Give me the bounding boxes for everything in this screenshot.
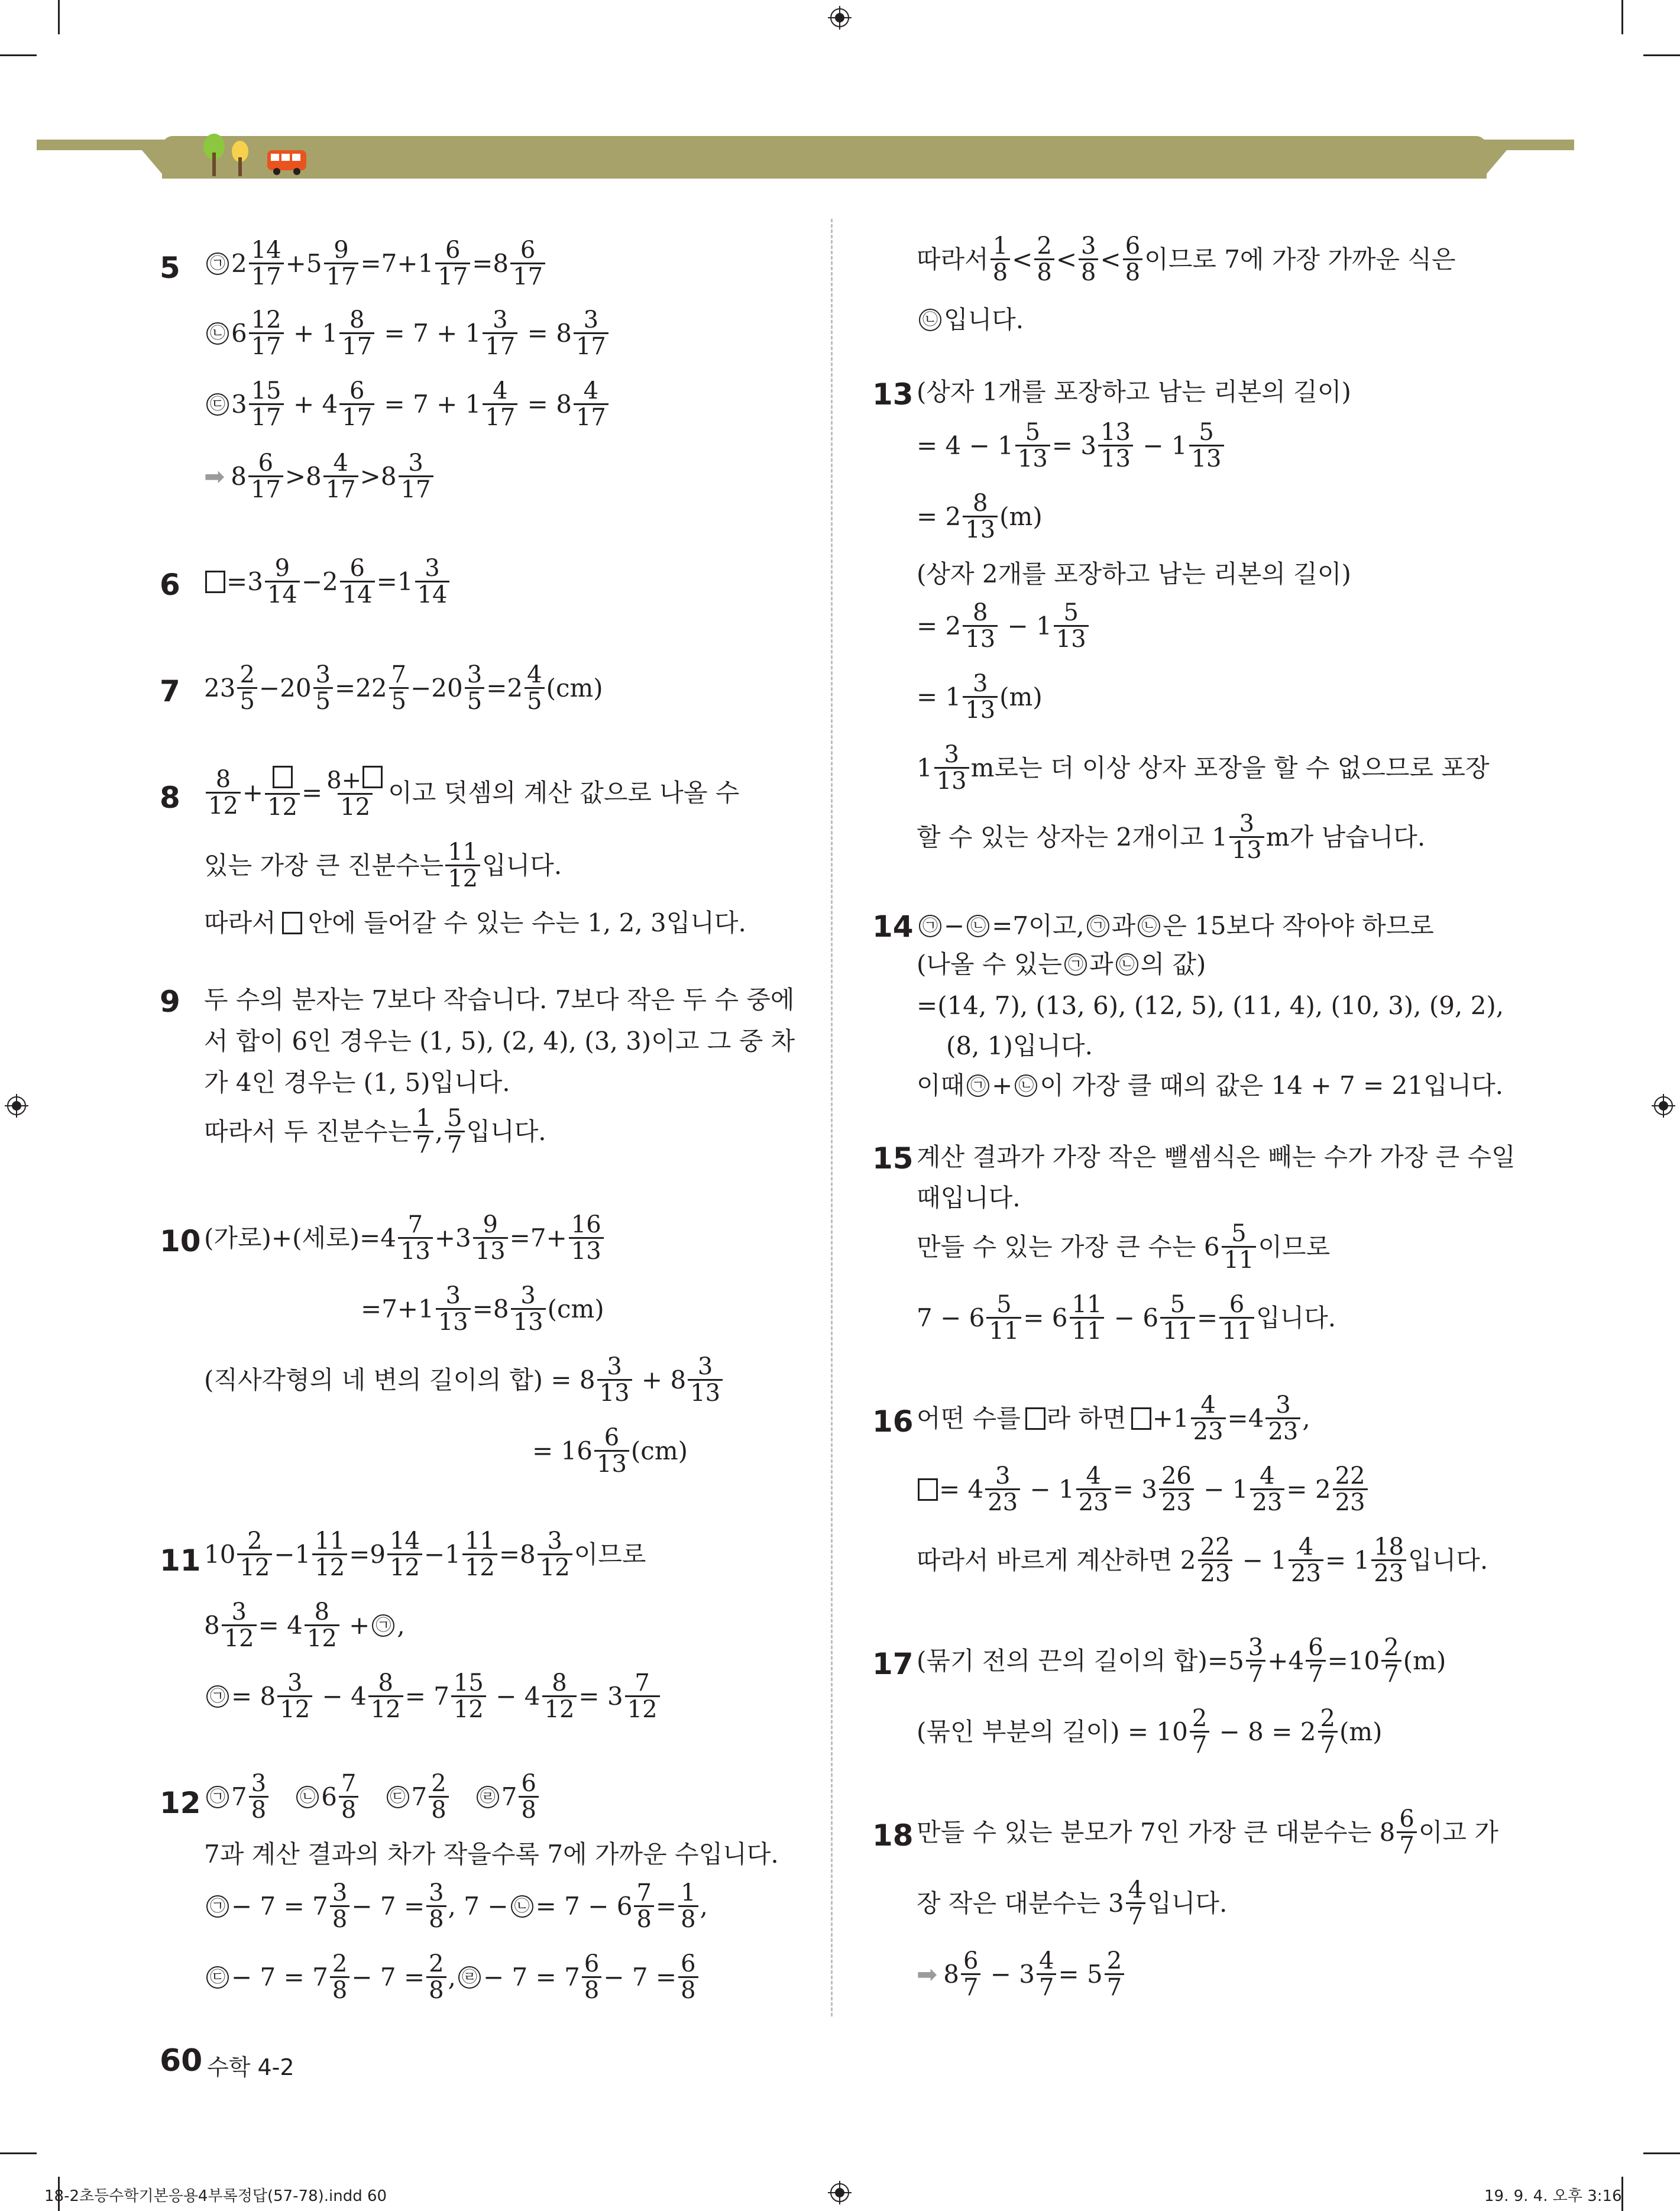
crop-mark [1643, 2152, 1680, 2154]
circled-label: ㉡ [296, 1786, 319, 1808]
solution-line: 10 2 12 −1 $\frac{11}{12}$ =9 14 12 −1 $\frac{11}{12}$ =8 3 12 이므로 [204, 1527, 646, 1581]
solution-line: ㉠ = 8 3 12 − 4 $\frac{8}{12}$ = 7 15 12 − 4 $\frac{8}{12}$ = 3 7 12 [204, 1671, 662, 1722]
solution-line: (나올 수 있는 ㉠ 과 ㉡ 의 값) [917, 950, 1206, 979]
solution-text: 가 4인 경우는 (1, 5)입니다. [204, 1068, 510, 1097]
circled-label: ㉡ [919, 309, 941, 331]
solution-line: ㉢ 3 15 17 + 4 $\frac{6}{17}$ = 7 + 1 $\frac{4}{17}$ = 8 4 17 [204, 378, 610, 430]
circled-label: ㉠ [1064, 953, 1087, 976]
solution-line: = 1 3 13 (m) [917, 670, 1043, 724]
circled-label: ㉡ [511, 1895, 533, 1918]
solution-line: ㉡ 6 12 17 + 1 $\frac{8}{17}$ = 7 + 1 $\frac{3}{17}$ = 8 3 17 [204, 307, 610, 359]
solution-text: 서 합이 6인 경우는 (1, 5), (2, 4), (3, 3)이고 그 중 차 [204, 1027, 795, 1056]
solution-text: (8, 1)입니다. [946, 1031, 1093, 1060]
header-bar-end [142, 150, 162, 174]
registration-mark-icon [1652, 1094, 1675, 1118]
solution-line: (가로)+(세로)=4 7 13 +3 $\frac{9}{13}$ =7+ $\frac{16}{13}$ [204, 1212, 606, 1264]
solution-line: 있는 가장 큰 진분수는 11 12 입니다. [204, 839, 562, 892]
solution-line: 어떤 수를 라 하면 +1 $\frac{4}{23}$ =4 3 23 , [917, 1391, 1310, 1445]
registration-mark-icon [828, 6, 852, 30]
circled-label: ㉣ [458, 1966, 481, 1989]
problem-number: 17 [872, 1647, 914, 1681]
solution-text: (상자 1개를 포장하고 남는 리본의 길이) [917, 377, 1351, 406]
solution-line: =7+1 $\frac{3}{13}$ =8 3 13 (cm) [361, 1282, 604, 1336]
solution-line: = 4 3 23 − 1 $\frac{4}{23}$ = 3 26 23 − 1 $\frac{4}{23}$ = 2 22 23 [917, 1464, 1370, 1515]
problem-number: 10 [160, 1224, 201, 1258]
tree-icon [198, 131, 257, 179]
solution-line: = 2 8 13 (m) [917, 490, 1043, 543]
solution-line: (직사각형의 네 변의 길이의 합) = 8 3 13 + 8 3 13 [204, 1354, 724, 1406]
crop-mark [1621, 0, 1623, 34]
blank-box-icon [362, 766, 383, 788]
crop-mark [0, 54, 37, 56]
circled-label: ㉢ [387, 1786, 409, 1808]
problem-number: 7 [160, 674, 180, 708]
solution-line: (묶기 전의 끈의 길이의 합)=5 3 7 +4 $\frac{6}{7}$ =10 2 7 (m) [917, 1634, 1446, 1688]
problem-number: 13 [872, 377, 914, 412]
circled-label: ㉠ [206, 1786, 229, 1808]
registration-mark-icon [5, 1094, 28, 1118]
circled-label: ㉡ [206, 322, 229, 345]
circled-label: ㉠ [1087, 915, 1109, 937]
solution-line: 만들 수 있는 분모가 7인 가장 큰 대분수는 8 6 7 이고 가 [917, 1805, 1498, 1859]
solution-line: ㉢ − 7 = 7 2 8 − 7 = $\frac{2}{8}$ , ㉣ − 7 = 7 6 8 − 7 = $\frac{6}{8}$ [204, 1951, 700, 2003]
solution-text: 때입니다. [917, 1183, 1021, 1212]
arrow-icon: ➡ [917, 1959, 938, 1989]
problem-number: 6 [160, 568, 180, 602]
blank-box-icon [273, 766, 293, 788]
column-divider [831, 219, 833, 2016]
problem-number: 11 [160, 1543, 201, 1578]
arrow-icon: ➡ [204, 461, 225, 491]
solution-line: =3 9 14 −2 $\frac{6}{14}$ =1 3 14 [204, 556, 451, 607]
solution-line: ➡ 8 6 17 >8 4 17 >8 3 17 [204, 451, 435, 502]
solution-line: 따라서 1 8 < 2 8 < 3 8 < 6 8 이므로 7에 가장 가까운 식은 [917, 232, 1456, 286]
blank-box-icon [918, 1478, 938, 1501]
blank-box-icon [205, 571, 225, 593]
footer-filename: 18-2초등수학기본응용4부록정답(57-78).indd 60 [44, 2187, 387, 2205]
solution-text: 계산 결과가 가장 작은 뺄셈식은 빼는 수가 가장 큰 수일 [917, 1142, 1516, 1171]
circled-label: ㉡ [1015, 1074, 1037, 1097]
solution-line: 따라서 안에 들어갈 수 있는 수는 1, 2, 3입니다. [204, 908, 746, 937]
solution-line: 만들 수 있는 가장 큰 수는 6 5 11 이므로 [917, 1220, 1331, 1274]
circled-label: ㉠ [206, 1895, 229, 1918]
page-number: 60 [160, 2043, 203, 2079]
problem-number: 9 [160, 985, 180, 1019]
solution-text: =(14, 7), (13, 6), (12, 5), (11, 4), (10, 3), (9, 2), [917, 991, 1504, 1020]
circled-label: ㉢ [206, 1966, 229, 1989]
solution-line: 할 수 있는 상자는 2개이고 1 3 13 m가 남습니다. [917, 810, 1426, 864]
problem-number: 15 [872, 1141, 914, 1176]
header-bar-end [1487, 150, 1507, 174]
circled-label: ㉠ [372, 1614, 394, 1637]
problem-number: 5 [160, 251, 180, 285]
crop-mark [58, 0, 60, 34]
crop-mark [0, 2152, 37, 2154]
blank-box-icon [1025, 1407, 1045, 1430]
circled-label: ㉡ [967, 915, 989, 937]
circled-label: ㉠ [967, 1074, 989, 1097]
circled-label: ㉢ [206, 393, 229, 416]
solution-line: 따라서 바르게 계산하면 2 22 23 − 1 $\frac{4}{23}$ = 1 18 23 입니다. [917, 1533, 1488, 1587]
solution-text: 두 수의 분자는 7보다 작습니다. 7보다 작은 두 수 중에 [204, 985, 795, 1014]
problem-number: 18 [872, 1818, 914, 1853]
circled-label: ㉠ [206, 252, 229, 275]
solution-text: 7과 계산 결과의 차가 작을수록 7에 가까운 수입니다. [204, 1840, 779, 1869]
solution-line: 장 작은 대분수는 3 4 7 입니다. [917, 1876, 1228, 1930]
bus-icon [266, 148, 309, 176]
solution-line: 이때 ㉠ + ㉡ 이 가장 클 때의 값은 14 + 7 = 21입니다. [917, 1071, 1504, 1100]
problem-number: 16 [872, 1404, 914, 1439]
circled-label: ㉡ [1138, 915, 1160, 937]
solution-line: ㉡ 입니다. [917, 307, 1024, 332]
problem-number: 12 [160, 1786, 201, 1820]
circled-label: ㉡ [1116, 953, 1138, 976]
solution-text: (상자 2개를 포장하고 남는 리본의 길이) [917, 559, 1351, 588]
solution-line: ㉠ − ㉡ =7이고, ㉠ 과 ㉡ 은 15보다 작아야 하므로 [917, 914, 1434, 938]
circled-label: ㉠ [919, 915, 941, 937]
blank-box-icon [1131, 1407, 1151, 1430]
circled-label: ㉣ [477, 1786, 499, 1808]
solution-line: = 16 6 13 (cm) [532, 1424, 688, 1478]
footer-timestamp: 19. 9. 4. 오후 3:16 [1484, 2187, 1622, 2205]
solution-line: = 4 − 1 $\frac{5}{13}$ = 3 13 13 − 1 5 13 [917, 420, 1226, 471]
header-tab [162, 136, 1487, 179]
solution-line: 1 3 13 m로는 더 이상 상자 포장을 할 수 없으므로 포장 [917, 741, 1490, 795]
solution-line: 23 2 5 −20 $\frac{3}{5}$ =22 7 5 −20 $\frac{3}{5}$ =2 4 5 (cm) [204, 661, 603, 715]
solution-line: 8 $\frac{3}{12}$ = 4 8 12 + ㉠ , [204, 1598, 405, 1652]
blank-box-icon [282, 912, 302, 934]
circled-label: ㉠ [206, 1685, 229, 1708]
solution-line: = 2 8 13 − 1 5 13 [917, 600, 1090, 652]
page-subject: 수학 4-2 [207, 2054, 294, 2080]
solution-line: 7 − 6 $\frac{5}{11}$ = 6 11 11 − 6 $\frac{5}{11}$ = $\frac{6}{11}$ 입니다. [917, 1291, 1336, 1345]
solution-line: ㉠ 2 14 17 +5 $\frac{9}{17}$ =7+1 $\frac{6}{17}$ =8 6 17 [204, 238, 547, 289]
solution-line: 따라서 두 진분수는 1 7 , 5 7 입니다. [204, 1105, 546, 1158]
problem-number: 14 [872, 909, 914, 944]
registration-mark-icon [828, 2181, 852, 2204]
solution-line: 8 12 + 12 = $\frac{8+}{12}$ 이고 덧셈의 계산 값으로 나올 수 [204, 766, 739, 820]
problem-number: 8 [160, 781, 180, 815]
solution-line: ㉠ 7 3 8 ㉡ 6 7 8 ㉢ 7 2 8 ㉣ 7 6 8 [204, 1771, 540, 1822]
solution-line: (묶인 부분의 길이) = 10 2 7 − 8 = 2 2 7 (m) [917, 1705, 1383, 1759]
solution-line: ㉠ − 7 = 7 3 8 − 7 = $\frac{3}{8}$ , 7 − ㉡ = 7 − 6 $\frac{7}{8}$ = $\frac{1}{8}$ , [204, 1880, 708, 1932]
solution-line: ➡ 8 6 7 − 3 $\frac{4}{7}$ = 5 2 7 [917, 1948, 1126, 2000]
crop-mark [1643, 54, 1680, 56]
